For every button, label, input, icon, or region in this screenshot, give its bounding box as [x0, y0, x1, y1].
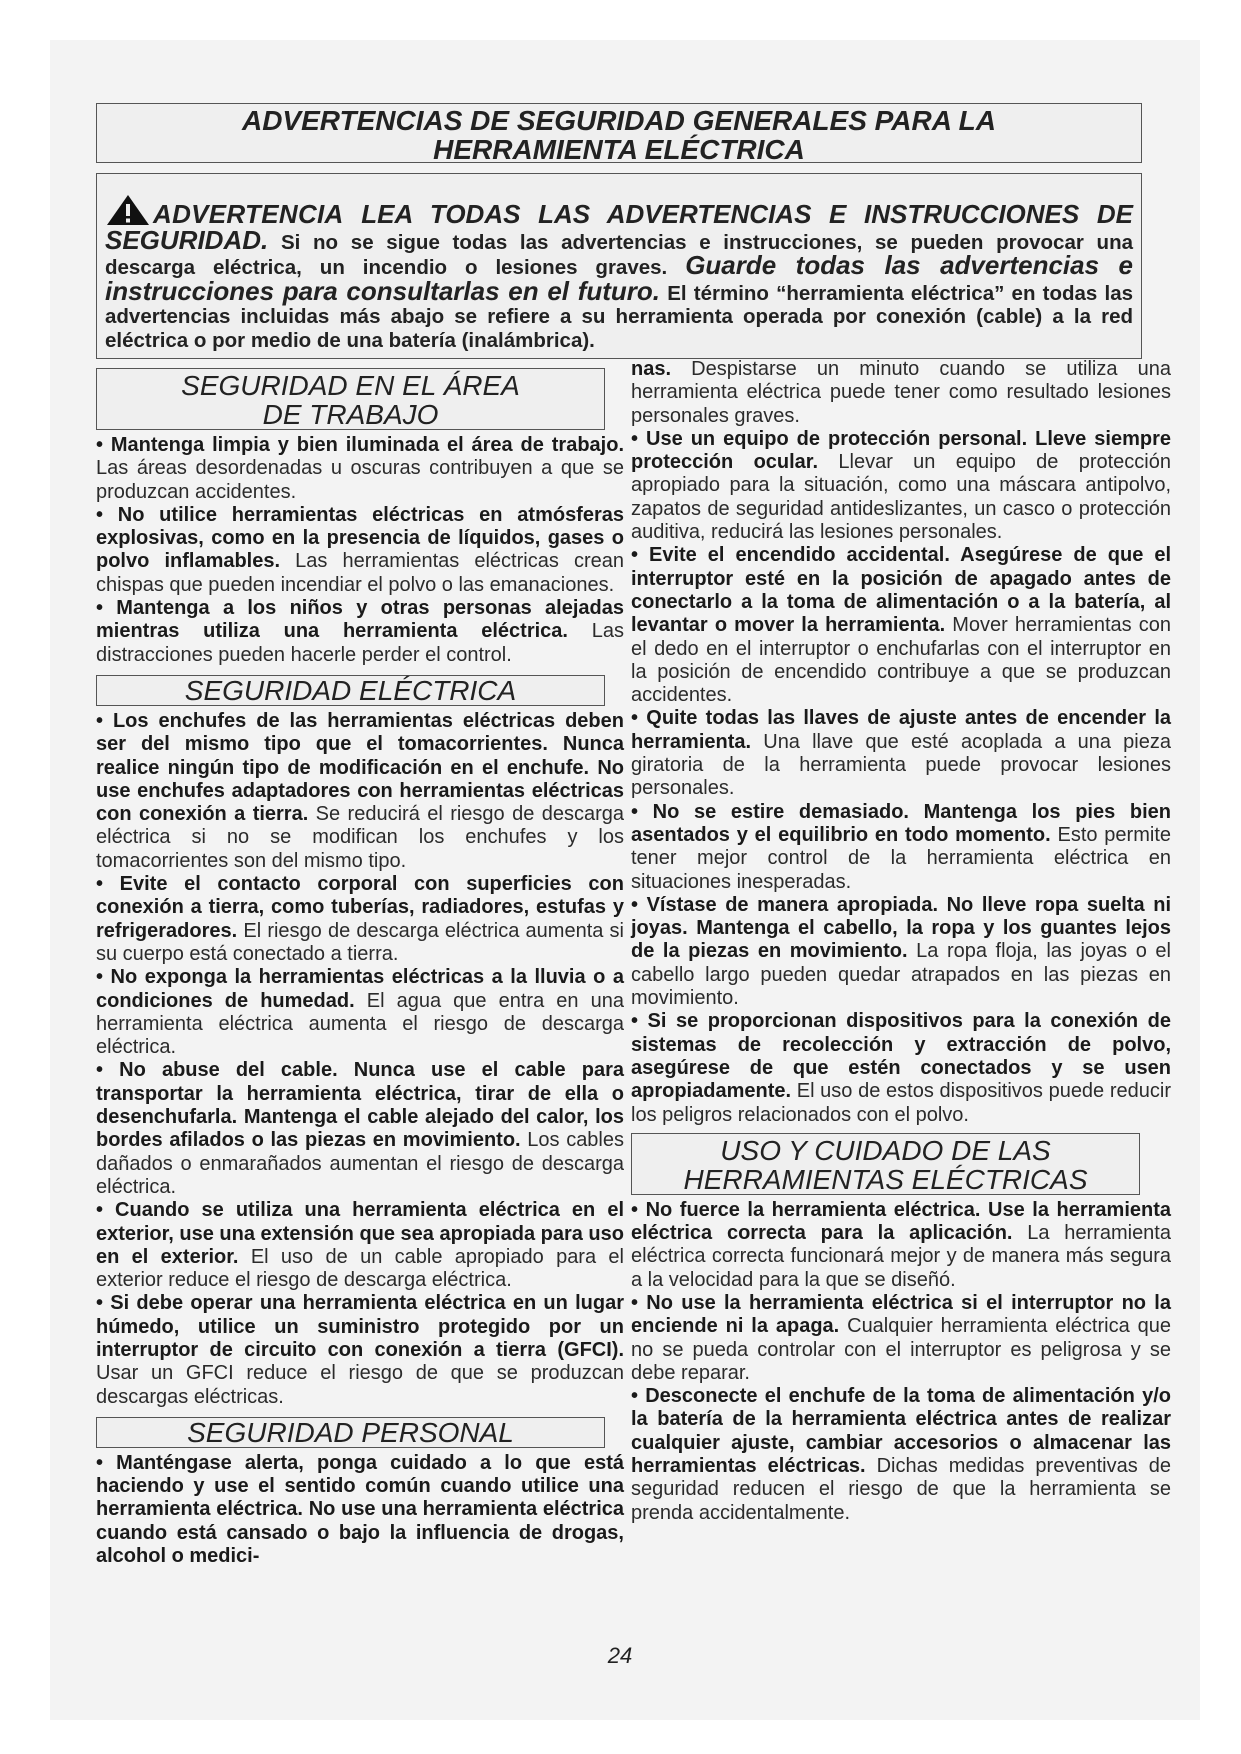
- personal-item-6: • Vístase de manera apropiada. No lleve ropa suelta ni joyas. Mantenga el cabello, la ropa y los guantes lejos de la piezas en movimiento. La ropa floja, las joyas o el cabello largo pueden quedar atrapados en las piezas en movimiento.: [631, 893, 1171, 1010]
- tool-use-heading-line-1: USO Y CUIDADO DE LAS: [720, 1134, 1051, 1166]
- electrical-item-2: • Evite el contacto corporal con superficies con conexión a tierra, como tuberías, radiadores, estufas y refrigeradores. El riesgo de descarga eléctrica aumenta si su cuerpo está conectado a tierra.: [96, 873, 624, 965]
- personal-item-1-continued: nas. Despistarse un minuto cuando se utiliza una herramienta eléctrica puede tener como resultado lesiones personales graves.: [631, 358, 1171, 427]
- tool-use-item-3: • Desconecte el enchufe de la toma de alimentación y/o la batería de la herramienta eléctrica antes de realizar cualquier ajuste, cambiar accesorios o almacenar las herramientas eléctricas. Dichas medidas preventivas de seguridad reducen el riesgo de que la herramienta se prenda accidentalmente.: [631, 1385, 1171, 1524]
- personal-item-7: • Si se proporcionan dispositivos para la conexión de sistemas de recolección y extracción de polvo, asegúrese de que estén conectados y se usen apropiadamente. El uso de estos dispositivos puede reducir los peligros relacionados con el polvo.: [631, 1010, 1171, 1126]
- tool-use-item-1: • No fuerce la herramienta eléctrica. Use la herramienta eléctrica correcta para la aplicación. La herramienta eléctrica correcta funcionará mejor y de manera más segura a la velocidad para la que se diseñó.: [631, 1198, 1171, 1291]
- warning-text-2: El término “herramienta eléctrica” en todas las advertencias incluidas más abajo se refiere a su herramienta operada por conexión (cable) a la red eléctrica o por medio de una batería (inalámbrica).: [105, 281, 1134, 352]
- work-area-heading-line-1: SEGURIDAD EN EL ÁREA: [181, 370, 520, 401]
- personal-heading: SEGURIDAD PERSONAL: [187, 1416, 514, 1448]
- section-heading-tool-use: [631, 1133, 1140, 1195]
- main-title-line-1: ADVERTENCIAS DE SEGURIDAD GENERALES PARA LA: [241, 105, 996, 136]
- warning-emphasis: Guarde todas las advertencias e instrucciones para consultarlas en el futuro.: [105, 250, 1134, 306]
- section-heading-electrical: [96, 675, 605, 706]
- left-column: [96, 368, 624, 1568]
- section-heading-personal: [96, 1417, 605, 1448]
- electrical-item-1: • Los enchufes de las herramientas eléctricas deben ser del mismo tipo que el tomacorrientes. Nunca realice ningún tipo de modificación en el enchufe. No use enchufes adaptadores con herramientas eléctricas con conexión a tierra. Se reducirá el riesgo de descarga eléctrica si no se modifican los enchufes y los tomacorrientes son del mismo tipo.: [96, 709, 624, 872]
- personal-item-5: • No se estire demasiado. Mantenga los pies bien asentados y el equilibrio en todo momento. Esto permite tener mejor control de la herramienta eléctrica en situaciones inesperadas.: [631, 800, 1171, 893]
- electrical-heading: SEGURIDAD ELÉCTRICA: [184, 674, 517, 706]
- electrical-item-3: • No exponga la herramientas eléctricas a la lluvia o a condiciones de humedad. El agua que entra en una herramienta eléctrica aumenta el riesgo de descarga eléctrica.: [96, 966, 624, 1059]
- main-title-line-2: HERRAMIENTA ELÉCTRICA: [433, 134, 805, 165]
- work-area-item-1: • Mantenga limpia y bien iluminada el área de trabajo. Las áreas desordenadas u oscuras contribuyen a que se produzcan accidentes.: [96, 434, 624, 503]
- personal-item-2: • Use un equipo de protección personal. Lleve siempre protección ocular. Llevar un equipo de protección apropiado para la situación, como una máscara antipolvo, zapatos de seguridad antideslizantes, un casco o protección auditiva, reducirá las lesiones personales.: [631, 427, 1171, 544]
- section-heading-work-area: [96, 368, 605, 430]
- work-area-item-3: • Mantenga a los niños y otras personas alejadas mientras utiliza una herramienta eléctrica. Las distracciones pueden hacerle perder el control.: [96, 597, 624, 666]
- main-title-box: [96, 103, 1142, 163]
- electrical-item-6: • Si debe operar una herramienta eléctrica en un lugar húmedo, utilice un suministro protegido por un interruptor de circuito con conexión a tierra (GFCI). Usar un GFCI reduce el riesgo de que se produzcan descargas eléctricas.: [96, 1292, 624, 1408]
- tool-use-heading-line-2: HERRAMIENTAS ELÉCTRICAS: [683, 1163, 1088, 1195]
- personal-item-1: • Manténgase alerta, ponga cuidado a lo que está haciendo y use el sentido común cuando utilice una herramienta eléctrica. No use una herramienta eléctrica cuando está cansado o bajo la influencia de drogas, alcohol o medici-: [96, 1451, 624, 1568]
- tool-use-item-2: • No use la herramienta eléctrica si el interruptor no la enciende ni la apaga. Cualquier herramienta eléctrica que no se pueda controlar con el interruptor es peligrosa y se debe reparar.: [631, 1291, 1171, 1384]
- personal-item-4: • Quite todas las llaves de ajuste antes de encender la herramienta. Una llave que esté acoplada a una pieza giratoria de la herramienta puede provocar lesiones personales.: [631, 707, 1171, 800]
- warning-heading-rest: LEA TODAS LAS ADVERTENCIAS E INSTRUCCIONES DE SEGURIDAD.: [105, 199, 1133, 255]
- warning-word: ADVERTENCIA: [153, 199, 344, 229]
- right-column: [631, 358, 1171, 1525]
- warning-text-1: Si no se sigue todas las advertencias e instrucciones, se pueden provocar una descarga eléctrica, un incendio o lesiones graves.: [105, 230, 1133, 279]
- warning-box: [96, 173, 1142, 359]
- work-area-heading-line-2: DE TRABAJO: [262, 399, 439, 430]
- electrical-item-5: • Cuando se utiliza una herramienta eléctrica en el exterior, use una extensión que sea apropiada para uso en el exterior. El uso de un cable apropiado para el exterior reduce el riesgo de descarga eléctrica.: [96, 1199, 624, 1292]
- warning-triangle-icon: [105, 193, 151, 227]
- work-area-item-2: • No utilice herramientas eléctricas en atmósferas explosivas, como en la presencia de líquidos, gases o polvo inflamables. Las herramientas eléctricas crean chispas que pueden incendiar el polvo o las emanaciones.: [96, 503, 624, 596]
- electrical-item-4: • No abuse del cable. Nunca use el cable para transportar la herramienta eléctrica, tirar de ella o desenchufarla. Mantenga el cable alejado del calor, los bordes afilados o las piezas en movimiento. Los cables dañados o enmarañados aumentan el riesgo de descarga eléctrica.: [96, 1059, 624, 1198]
- personal-item-3: • Evite el encendido accidental. Asegúrese de que el interruptor esté en la posición de apagado antes de conectarlo a la toma de alimentación o a la batería, al levantar o mover la herramienta. Mover herramientas con el dedo en el interruptor o enchufarlas con el interruptor en la posición de encendido contribuye a que se produzcan accidentes.: [631, 544, 1171, 707]
- page-number: 24: [607, 1643, 633, 1668]
